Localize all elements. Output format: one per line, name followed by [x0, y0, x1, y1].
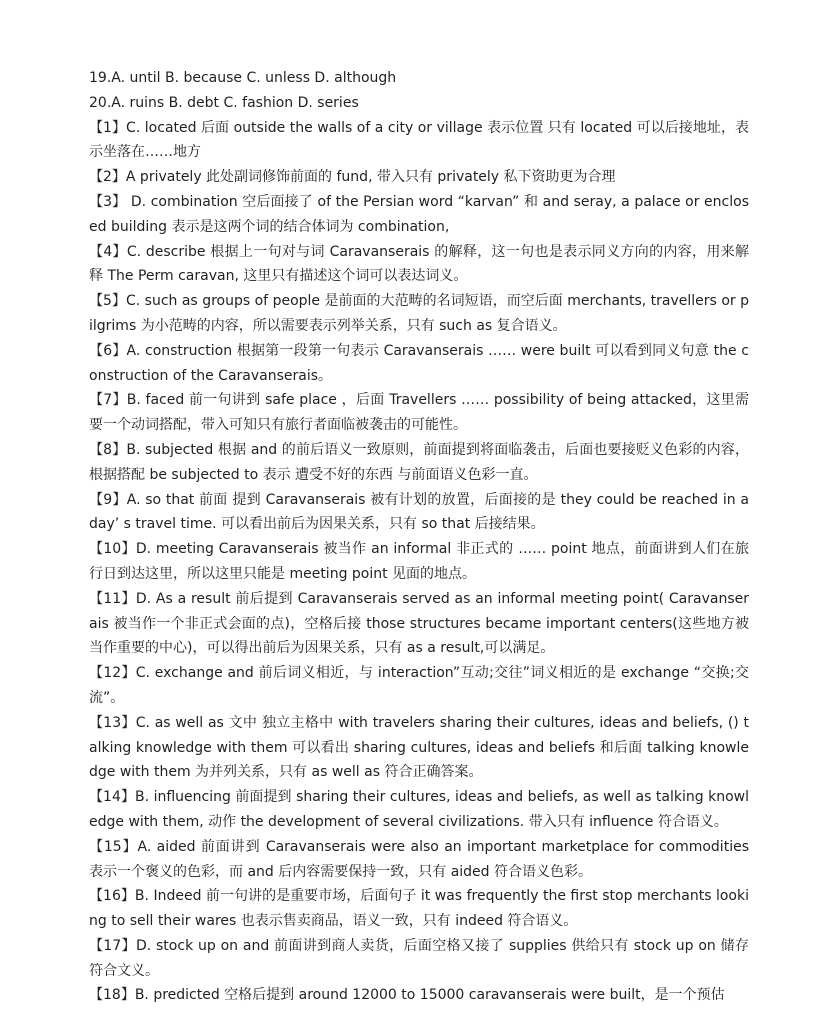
explanation-17: 【17】D. stock up on and 前面讲到商人卖货，后面空格又接了 supplies 供给只有 stock up on 储存符合文义。 [89, 937, 749, 979]
explanation-2: 【2】A privately 此处副词修饰前面的 fund, 带入只有 privately 私下资助更为合理 [89, 169, 616, 186]
explanation-13: 【13】C. as well as 文中 独立主格中 with travelers sharing their cultures, ideas and beliefs, () talking knowledge with them 可以看出 sharing cultures, ideas and beliefs 和后面 talking knowledge with them 为并列关系，只有 as well as 符合正确答案。 [89, 714, 749, 781]
explanation-11: 【11】D. As a result 前后提到 Caravanserais served as an informal meeting point( Caravanserais 被当作一个非正式会面的点)，空格后接 those structures became important centers(这些地方被当作重要的中心)，可以得出前后为因果关系，只有 as a result,可以满足。 [89, 590, 749, 657]
explanation-16: 【16】B. Indeed 前一句讲的是重要市场，后面句子 it was frequently the first stop merchants looking to sell their wares 也表示售卖商品，语义一致，只有 indeed 符合语义。 [89, 888, 749, 930]
question-20-options: 20.A. ruins B. debt C. fashion D. series [89, 94, 359, 111]
explanation-5: 【5】C. such as groups of people 是前面的大范畴的名词短语，而空后面 merchants, travellers or pilgrims 为小范畴的内容，所以需要表示列举关系，只有 such as 复合语义。 [89, 293, 749, 334]
explanation-7: 【7】B. faced 前一句讲到 safe place ，后面 Travellers …… possibility of being attacked，这里需要一个动词搭配，带入可知只有旅行者面临被袭击的可能性。 [89, 392, 749, 434]
answer-explanations [89, 66, 749, 1008]
explanation-18: 【18】B. predicted 空格后提到 around 12000 to 15000 caravanserais were built，是一个预估 [89, 987, 725, 1004]
explanation-10: 【10】D. meeting Caravanserais 被当作 an informal 非正式的 …… point 地点，前面讲到人们在旅行日到达这里，所以这里只能是 meeting point 见面的地点。 [89, 541, 749, 582]
explanation-12: 【12】C. exchange and 前后词义相近，与 interaction”互动;交往”词义相近的是 exchange “交换;交流”。 [89, 665, 749, 706]
explanation-14: 【14】B. influencing 前面提到 sharing their cultures, ideas and beliefs, as well as talking knowledge with them, 动作 the development of several civilizations. 带入只有 influence 符合语义。 [89, 789, 749, 830]
explanation-3: 【3】 D. combination 空后面接了 of the Persian word “karvan” 和 and seray, a palace or enclosed building 表示是这两个词的结合体词为 combination, [89, 193, 749, 235]
question-19-options: 19.A. until B. because C. unless D. although [89, 70, 397, 86]
explanation-8: 【8】B. subjected 根据 and 的前后语义一致原则，前面提到将面临袭击，后面也要接贬义色彩的内容，根据搭配 be subjected to 表示 遭受不好的东西 与前面语义色彩一直。 [89, 441, 749, 483]
explanation-1: 【1】C. located 后面 outside the walls of a city or village 表示位置 只有 located 可以后接地址，表示坐落在……地方 [89, 119, 749, 161]
explanation-6: 【6】A. construction 根据第一段第一句表示 Caravanserais …… were built 可以看到同义句意 the construction of the Caravanserais。 [89, 342, 749, 384]
explanation-15: 【15】A. aided 前面讲到 Caravanserais were also an important marketplace for commodities 表示一个褒义的色彩，而 and 后内容需要保持一致，只有 aided 符合语义色彩。 [89, 838, 749, 880]
explanation-4: 【4】C. describe 根据上一句对与词 Caravanserais 的解释，这一句也是表示同义方向的内容，用来解释 The Perm caravan, 这里只有描述这个词可以表达词义。 [89, 243, 749, 285]
explanation-9: 【9】A. so that 前面 提到 Caravanserais 被有计划的放置，后面接的是 they could be reached in a day’ s travel time. 可以看出前后为因果关系，只有 so that 后接结果。 [89, 491, 749, 533]
